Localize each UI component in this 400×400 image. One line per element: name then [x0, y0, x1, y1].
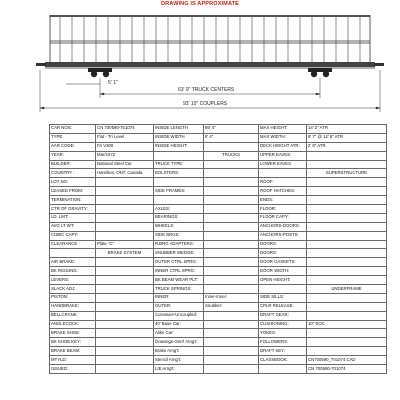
spec-value: SUPERSTRUCTURE [307, 169, 387, 178]
spec-label: BK SHOE KEY: [50, 338, 96, 347]
spec-table [49, 124, 387, 374]
spec-value [307, 276, 387, 285]
spec-value [204, 231, 259, 240]
spec-value [204, 329, 259, 338]
spec-label: BRAKE SHOE: [50, 329, 96, 338]
spec-label [154, 178, 204, 187]
spec-label: BEARINGS: [154, 213, 204, 222]
spec-label: Drawings-Gen'l Arng't: [154, 338, 204, 347]
spec-label: CAR NOS: [50, 125, 96, 134]
spec-row [50, 178, 387, 187]
spec-label [50, 249, 96, 258]
spec-row [50, 258, 387, 267]
spec-label: MAX WIDTH: [259, 133, 307, 142]
spec-value: National Steel Car [96, 160, 154, 169]
spec-value: Hamilton, ONT, Canada [96, 169, 154, 178]
spec-label: LOT NO: [50, 178, 96, 187]
spec-value [307, 222, 387, 231]
spec-value [307, 267, 387, 276]
spec-label: BOLSTERS: [154, 169, 204, 178]
spec-value [307, 240, 387, 249]
spec-row [50, 329, 387, 338]
spec-label: Alike Car: [154, 329, 204, 338]
spec-value [96, 285, 154, 294]
spec-value [307, 338, 387, 347]
spec-label: UPPER EAVES: [259, 151, 307, 160]
spec-label: LEASED FROM: [50, 187, 96, 196]
spec-row [50, 196, 387, 205]
spec-row [50, 151, 387, 160]
spec-value [307, 231, 387, 240]
spec-value [96, 276, 154, 285]
spec-value [96, 329, 154, 338]
spec-row [50, 133, 387, 142]
short-offset-dimension: 5' 1" [108, 80, 118, 86]
spec-value: FA V300 [96, 142, 154, 151]
spec-value [204, 311, 259, 320]
spec-row [50, 169, 387, 178]
car-top-rail [50, 15, 370, 17]
spec-value [307, 178, 387, 187]
spec-label: LOWER EAVES: [259, 160, 307, 169]
spec-value [204, 267, 259, 276]
spec-label: MAX HEIGHT: [259, 125, 307, 134]
spec-row [50, 160, 387, 169]
spec-label: BRAKE BEAM: [50, 347, 96, 356]
spec-label: INSIDE LENGTH [154, 125, 204, 134]
spec-row [50, 356, 387, 365]
spec-label: AVG LT WT: [50, 222, 96, 231]
spec-value [204, 365, 259, 374]
spec-value: Snubber: [204, 302, 259, 311]
spec-label [154, 196, 204, 205]
spec-value [307, 258, 387, 267]
spec-label: ANCHORS-POSTS: [259, 231, 307, 240]
spec-value [307, 213, 387, 222]
spec-value [204, 160, 259, 169]
spec-label: SLACK ADJ: [50, 285, 96, 294]
spec-value [96, 293, 154, 302]
spec-label: FLOOR CAPY: [259, 213, 307, 222]
spec-value [96, 222, 154, 231]
spec-value [307, 311, 387, 320]
spec-label: Stencil Arng't: [154, 356, 204, 365]
spec-value [204, 205, 259, 214]
spec-label: AXLES: [154, 205, 204, 214]
spec-label: DRAFT GEAR: [259, 311, 307, 320]
rack-stakes [60, 17, 360, 62]
spec-label: INSIDE HEIGHT: [154, 142, 204, 151]
spec-value [307, 302, 387, 311]
spec-label: PISTON: [50, 293, 96, 302]
spec-value: Mar/1972 [96, 151, 154, 160]
spec-label: WHEELS: [154, 222, 204, 231]
spec-label [259, 169, 307, 178]
spec-value [204, 213, 259, 222]
spec-row [50, 311, 387, 320]
spec-label: FLOOR: [259, 205, 307, 214]
spec-value [204, 249, 259, 258]
spec-label: Curvature-Uncoupled: [154, 311, 204, 320]
spec-label: DOORS: [259, 249, 307, 258]
spec-value [96, 338, 154, 347]
spec-row [50, 205, 387, 214]
spec-row [50, 365, 387, 374]
spec-label: BUILDER: [50, 160, 96, 169]
spec-label: DRAFT KEY: [259, 347, 307, 356]
spec-label: OPEN HEIGHT: [259, 276, 307, 285]
spec-value [204, 320, 259, 329]
spec-value: CN 700590-701074 [307, 365, 387, 374]
spec-value [204, 196, 259, 205]
spec-label: ANCHORS-DOORS: [259, 222, 307, 231]
spec-value [307, 249, 387, 258]
spec-label: AAR CODE: [50, 142, 96, 151]
spec-value [96, 302, 154, 311]
spec-value [307, 205, 387, 214]
spec-value [204, 285, 259, 294]
spec-row [50, 267, 387, 276]
truck-right [308, 68, 332, 77]
spec-value: Inner-Inner: [204, 293, 259, 302]
spec-label: ANGLECOCK: [50, 320, 96, 329]
spec-row [50, 213, 387, 222]
spec-value [204, 347, 259, 356]
spec-value [307, 293, 387, 302]
spec-value [96, 205, 154, 214]
spec-label: ISSUED: [50, 365, 96, 374]
spec-label: DOORS: [259, 240, 307, 249]
spec-label: BK RIGGING: [50, 267, 96, 276]
spec-value [307, 187, 387, 196]
spec-label: YOKES: [259, 329, 307, 338]
spec-row [50, 142, 387, 151]
spec-label: BELLCRANK: [50, 311, 96, 320]
spec-row [50, 285, 387, 294]
spec-value [307, 151, 387, 160]
spec-label: INNER CTRL SPRG: [154, 267, 204, 276]
spec-label: MTYLD: [50, 356, 96, 365]
spec-value: UNDERFRAME [307, 285, 387, 294]
spec-value [204, 178, 259, 187]
spec-label: TRUCK SPRINGS: [154, 285, 204, 294]
spec-row [50, 222, 387, 231]
spec-value: BRAKE SYSTEM [96, 249, 154, 258]
spec-value [204, 240, 259, 249]
spec-value [96, 311, 154, 320]
spec-label: YEAR: [50, 151, 96, 160]
spec-row [50, 347, 387, 356]
spec-label: SIDE FRAMES: [154, 187, 204, 196]
spec-label: R.BRG ADAPTERS: [154, 240, 204, 249]
spec-label: BK BEAM WEAR PLT: [154, 276, 204, 285]
spec-value [307, 160, 387, 169]
spec-label: COUNTRY : [50, 169, 96, 178]
spec-label: OUTER: [154, 302, 204, 311]
spec-value [307, 329, 387, 338]
spec-value [204, 276, 259, 285]
spec-label: LD. LMT: [50, 213, 96, 222]
spec-value: 8' 4" [204, 133, 259, 142]
truck-centers-dimension: 63' 9" TRUCK CENTERS [178, 87, 235, 93]
spec-row [50, 302, 387, 311]
spec-row [50, 240, 387, 249]
spec-label: DOOR GASKETS: [259, 258, 307, 267]
spec-value: CN700590_701074.CAD [307, 356, 387, 365]
spec-value: 89' 4" [204, 125, 259, 134]
spec-value [96, 258, 154, 267]
spec-value [96, 347, 154, 356]
spec-label: DOOR WIDTH: [259, 267, 307, 276]
spec-label [259, 285, 307, 294]
spec-value [96, 356, 154, 365]
spec-label: SIDE BRGS: [154, 231, 204, 240]
spec-row [50, 187, 387, 196]
spec-label: TRUCK TYPE: [154, 160, 204, 169]
spec-value [204, 142, 259, 151]
spec-label: LIE Arng't: [154, 365, 204, 374]
spec-value [96, 320, 154, 329]
spec-row [50, 231, 387, 240]
spec-value: CN 700590-701074 [96, 125, 154, 134]
spec-label: ROOF: [259, 178, 307, 187]
spec-label: CTR OF GRAVITY: [50, 205, 96, 214]
spec-value: 9' 7" @ 12' 8" ATR [307, 133, 387, 142]
spec-value [96, 267, 154, 276]
spec-value [204, 338, 259, 347]
spec-label: AIR BRAKE: [50, 258, 96, 267]
spec-label [154, 151, 204, 160]
spec-value: 2' 8" ATR [307, 142, 387, 151]
spec-label: CUBIC CAPY: [50, 231, 96, 240]
spec-value [96, 178, 154, 187]
spec-value: Flat - Tri Level [96, 133, 154, 142]
spec-label: TYPE: [50, 133, 96, 142]
spec-value: Plate "C" [96, 240, 154, 249]
spec-label: CLEARANCE : [50, 240, 96, 249]
spec-label: HANDBRAKE: [50, 302, 96, 311]
spec-row [50, 249, 387, 258]
spec-label: CPLR RELEASE: [259, 302, 307, 311]
spec-value: 10" EOC [307, 320, 387, 329]
spec-row [50, 320, 387, 329]
spec-row [50, 125, 387, 134]
spec-value [96, 365, 154, 374]
drawing-notice: DRAWING IS APPROXIMATE [160, 1, 240, 7]
spec-value [204, 356, 259, 365]
spec-label: LEVERS: [50, 276, 96, 285]
spec-value: 14' 2" ATR [307, 125, 387, 134]
spec-label: INSIDE WIDTH [154, 133, 204, 142]
spec-value: TRUCKS [204, 151, 259, 160]
spec-row [50, 293, 387, 302]
car-underframe [45, 62, 375, 67]
spec-row [50, 276, 387, 285]
spec-row [50, 338, 387, 347]
spec-value [96, 196, 154, 205]
spec-label: OUTER CTRL SPRG: [154, 258, 204, 267]
spec-label: ENDS: [259, 196, 307, 205]
spec-label: CLASSBOOK: [259, 356, 307, 365]
spec-label: FOLLOWERS: [259, 338, 307, 347]
spec-label: SIDE SILLS: [259, 293, 307, 302]
spec-label: 40' Base Car: [154, 320, 204, 329]
spec-value [96, 231, 154, 240]
spec-label: DECK HEIGHT ATR: [259, 142, 307, 151]
truck-left [88, 68, 112, 77]
spec-value [96, 187, 154, 196]
spec-label: TERMINATION: [50, 196, 96, 205]
spec-label: INNER: [154, 293, 204, 302]
couplers-dimension: 93' 10" COUPLERS [183, 101, 228, 107]
spec-value [204, 222, 259, 231]
spec-value [204, 169, 259, 178]
spec-label: SNUBBER WEDGE: [154, 249, 204, 258]
spec-value [204, 187, 259, 196]
spec-label: CUSHIONING: [259, 320, 307, 329]
spec-value [204, 258, 259, 267]
spec-label: Brake Arng't: [154, 347, 204, 356]
spec-label [259, 365, 307, 374]
spec-value [307, 196, 387, 205]
spec-label: ROOF HATCHES: [259, 187, 307, 196]
spec-value [307, 347, 387, 356]
spec-value [96, 213, 154, 222]
